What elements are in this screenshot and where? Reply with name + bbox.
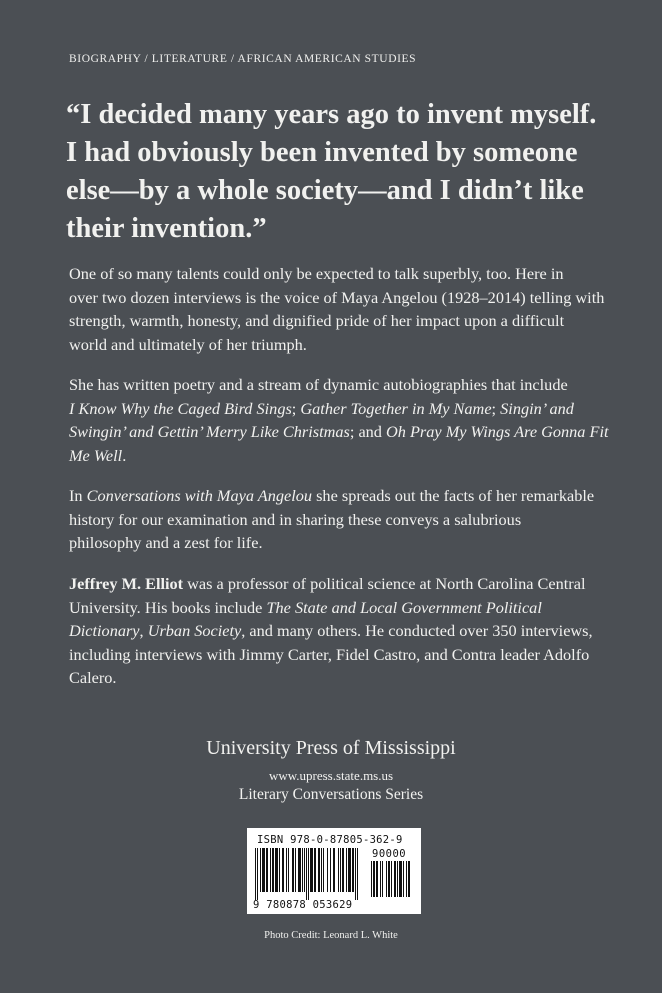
barcode-bar: [306, 848, 307, 900]
barcode-bar: [262, 848, 265, 892]
barcode-bar: [323, 848, 324, 892]
text-line: including interviews with Jimmy Carter, Fidel Castro, and Contra leader Adolfo: [69, 644, 590, 664]
series-name: Literary Conversations Series: [238, 786, 424, 803]
barcode-bar: [295, 848, 296, 892]
barcode-bar: [373, 861, 375, 897]
quote-line: “I decided many years ago to invent myself.: [66, 99, 597, 130]
text-line: strength, warmth, honesty, and dignified pride of her impact upon a difficult: [69, 311, 565, 330]
barcode: [247, 828, 421, 914]
barcode-bar: [333, 848, 335, 892]
quote-line: I had obviously been invented by someone: [66, 137, 578, 168]
barcode-bar: [288, 848, 289, 892]
author-name: Jeffrey M. Elliot: [69, 574, 184, 593]
book-title: I Know Why the Caged Bird Sings: [69, 398, 292, 418]
text-line: Jeffrey M. Elliot was a professor of political science at North Carolina Central: [69, 574, 586, 593]
barcode-bar: [357, 848, 358, 900]
barcode-bar: [310, 848, 313, 892]
barcode-bars: [255, 848, 363, 900]
barcode-bar: [314, 848, 316, 892]
barcode-bar: [394, 861, 396, 897]
barcode-bar: [292, 848, 294, 892]
barcode-bar: [382, 861, 383, 897]
barcode-bar: [346, 848, 347, 892]
barcode-bar: [340, 848, 341, 892]
barcode-bar: [397, 861, 398, 897]
barcode-bar: [355, 848, 356, 900]
barcode-bar: [302, 848, 303, 892]
description-paragraph: [69, 262, 625, 356]
price-code: 90000: [372, 848, 407, 860]
text-line: In Conversations with Maya Angelou she spreads out the facts of her remarkable: [69, 486, 595, 505]
barcode-bar: [388, 861, 390, 897]
barcode-bar: [279, 848, 280, 892]
author-bio: [69, 572, 625, 690]
quote-line: else—by a whole society—and I didn’t like: [66, 175, 584, 206]
barcode-bar: [257, 848, 258, 900]
barcode-bar: [298, 848, 301, 892]
book-title: Me Well: [69, 445, 123, 465]
pull-quote: [66, 96, 626, 248]
book-title: Swingin’ and Gettin’ Merry Like Christmas: [69, 422, 350, 441]
barcode-bar: [275, 848, 278, 892]
text-line: University. His books include The State and Local Government Political: [69, 597, 542, 617]
text-line: history for our examination and in sharing these conveys a salubrious: [69, 509, 522, 529]
barcode-bar: [352, 848, 354, 892]
category-label: BIOGRAPHY / LITERATURE / AFRICAN AMERICAN STUDIES: [69, 53, 417, 65]
barcode-bar: [338, 848, 339, 892]
text-line: over two dozen interviews is the voice of Maya Angelou (1928–2014) telling with: [69, 287, 605, 307]
publisher-name: University Press of Mississippi: [206, 737, 456, 759]
barcode-bar: [270, 848, 271, 892]
text-line: philosophy and a zest for life.: [69, 533, 263, 552]
barcode-bar: [308, 848, 309, 900]
barcode-bar: [399, 861, 402, 897]
barcode-bar: [321, 848, 322, 892]
barcode-bar: [386, 861, 387, 897]
barcode-bar: [406, 861, 407, 897]
works-paragraph: [69, 373, 625, 467]
price-barcode-bars: [371, 861, 414, 905]
isbn-label: ISBN 978-0-87805-362-9: [257, 834, 403, 846]
barcode-bar: [266, 848, 268, 892]
barcode-bar: [408, 861, 410, 897]
text-line: She has written poetry and a stream of dynamic autobiographies that include: [69, 375, 568, 394]
text-line: world and ultimately of her triumph.: [69, 334, 307, 354]
book-title: The State and Local Government Political: [266, 597, 542, 617]
barcode-bar: [304, 848, 305, 892]
book-title: Gather Together in My Name: [300, 398, 492, 418]
barcode-bar: [327, 848, 328, 892]
barcode-bar: [286, 848, 287, 892]
text-line: One of so many talents could only be expected to talk superbly, too. Here in: [69, 264, 564, 283]
text-line: Dictionary, Urban Society, and many others. He conducted over 350 interviews,: [69, 621, 593, 640]
barcode-bar: [272, 848, 274, 892]
barcode-bar: [318, 848, 320, 892]
barcode-bar: [371, 861, 372, 897]
text-line: Swingin’ and Gettin’ Merry Like Christmas; and Oh Pray My Wings Are Gonna Fit: [69, 422, 609, 441]
quote-line: their invention.”: [66, 213, 267, 244]
book-title: Dictionary: [69, 621, 140, 640]
conversations-paragraph: [69, 484, 625, 555]
book-title: Conversations with Maya Angelou: [86, 486, 313, 505]
barcode-bar: [380, 861, 381, 897]
book-title: Singin’ and: [500, 398, 574, 418]
book-title: Oh Pray My Wings Are Gonna Fit: [386, 422, 609, 441]
barcode-bar: [342, 848, 344, 892]
publisher-url: www.upress.state.ms.us: [268, 768, 394, 783]
barcode-bar: [282, 848, 284, 892]
barcode-bar: [348, 848, 351, 892]
barcode-bar: [255, 848, 256, 900]
barcode-bar: [330, 848, 331, 892]
book-title: Urban Society: [147, 621, 242, 640]
ean-digits: 9 780878 053629: [253, 899, 353, 911]
photo-credit: Photo Credit: Leonard L. White: [264, 930, 398, 941]
text-line: Calero.: [69, 668, 117, 687]
text-line: Me Well.: [69, 445, 127, 465]
text-line: I Know Why the Caged Bird Sings; Gather Together in My Name; Singin’ and: [69, 398, 574, 418]
barcode-bar: [403, 861, 404, 897]
barcode-bar: [391, 861, 392, 897]
barcode-bar: [260, 848, 261, 892]
barcode-bar: [376, 861, 378, 897]
